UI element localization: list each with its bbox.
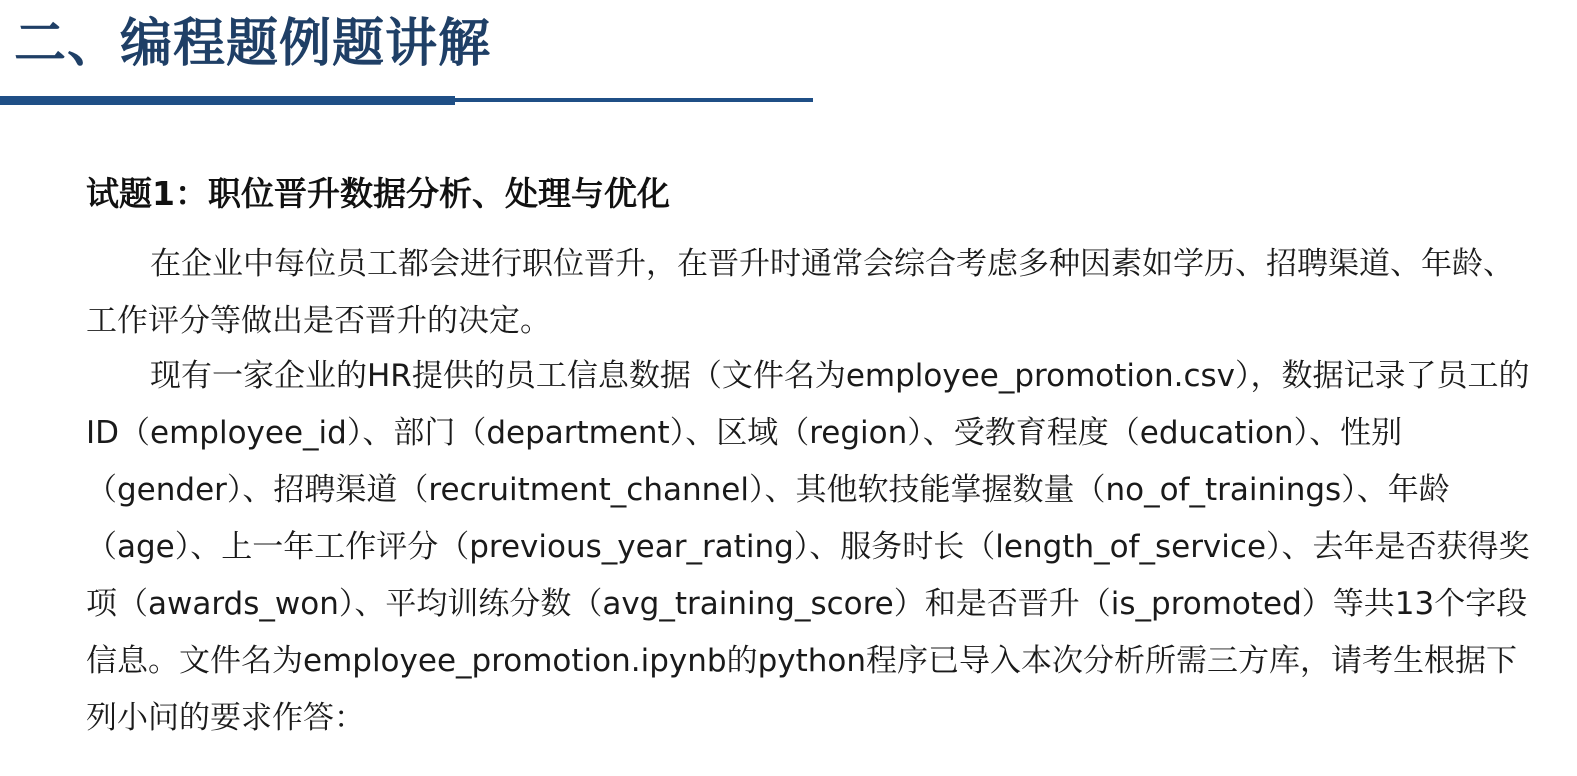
question-heading: 试题1：职位晋升数据分析、处理与优化 (86, 174, 670, 213)
intro-paragraph: 在企业中每位员工都会进行职位晋升，在晋升时通常会综合考虑多种因素如学历、招聘渠道、年龄、工作评分等做出是否晋升的决定。 (86, 246, 1514, 339)
title-underline-thin (455, 98, 813, 102)
data-description-paragraph: 现有一家企业的HR提供的员工信息数据（文件名为employee_promotion.csv），数据记录了员工的ID（employee_id）、部门（department）、区域（region）、受教育程度（education）、性别（gender）、招聘渠道（recruitment_channel）、其他软技能掌握数量（no_of_trainings）、年龄（age）、上一年工作评分（previous_year_rating）、服务时长（length_of_service）、去年是否获得奖项（awards_won）、平均训练分数（avg_training_score）和是否晋升（is_promoted）等共13个字段信息。文件名为employee_promotion.ipynb的python程序已导入本次分析所需三方库，请考生根据下列小问的要求作答： (86, 358, 1530, 736)
section-title: 二、编程题例题讲解 (14, 14, 492, 74)
title-underline-thick (0, 96, 455, 105)
